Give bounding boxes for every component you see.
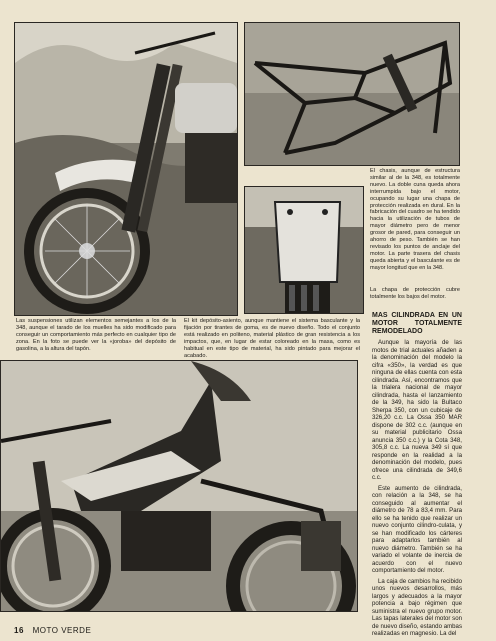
photo-skid-plate	[244, 186, 364, 314]
article-heading: MAS CILINDRADA EN UN MOTOR TOTALMENTE REMODELADO	[372, 312, 462, 335]
caption-skid-plate: La chapa de protección cubre totalmente los bajos del motor.	[370, 287, 460, 300]
article-paragraph: La caja de cambios ha recibido unos nuevos desarrollos, más largos y adecuados a la mayor potencia a bajo régimen que suministra el nuevo grupo motor. Las tapas laterales del motor son de nuevo diseño, estando ambas realizadas en magnesio. La del	[372, 577, 463, 637]
caption-tank-kit: El kit depósito-asiento, aunque mantiene el sistema basculante y la fijación por tirantes de goma, es de nuevo diseño. Todo el conjunto está realizado en politeno, material plástico de gran resistencia a los impactos, que, en lugar de estar coloreado en la masa, como es habitual en este tipo de material, ha sido pintado para mejorar el acabado.	[184, 318, 360, 359]
caption-suspension: Las suspensiones utilizan elementos semejantes a los de la 348, aunque el tarado de los muelles ha sido modificado para conseguir un comportamiento más perfecto en cualquier tipo de zona. En la foto se puede ver la «joroba» del depósito de gasolina, a la altura del tapón.	[16, 318, 176, 352]
page-footer	[14, 626, 91, 635]
article-column	[372, 312, 462, 641]
photo-front-suspension	[14, 22, 238, 316]
article-paragraph: Este aumento de cilindrada, con relación a la 348, se ha conseguido al aumentar el diámetro de 78 a 83,4 mm. Para ello se ha tenido que realizar un nuevo conjunto cilindro-culata, y se han modificado los cárteres para adaptarlos también al nuevo diámetro. También se ha variado el volante de inercia de acuerdo con el nuevo comportamiento del motor.	[372, 484, 462, 574]
photo-tank-seat-kit	[0, 360, 358, 612]
article-paragraph: Aunque la mayoría de las motos de trial actuales añaden a la denominación del modelo la cifra «350», la verdad es que ninguna de ellas cuenta con esta cilindrada. Así, encontramos que la trialera nacional de mayor cilindrada, hasta el lanzamiento de la 349, ha sido la Bultaco Sherpa 350, con un cubicaje de 326,20 c.c. La Ossa 350 MAR dispone de 302 c.c. (aunque en su material publicitario Ossa anuncia 350 c.c.) y la Cota 348, 305,8 c.c. La nueva 349 sí que responde en la realidad a la denominación del modelo, pues ofrece una cilindrada de 349,6 c.c.	[372, 339, 462, 481]
magazine-name: MOTO VERDE	[32, 626, 92, 635]
page-number: 16	[14, 626, 24, 635]
photo-chassis-frame	[244, 22, 460, 166]
caption-chassis: El chasis, aunque de estructura similar al de la 348, es totalmente nuevo. La doble cuna queda ahora interrumpida bajo el motor, ocupando su lugar una chapa de protección realizada en dural. En la fabricación del cuadro se ha tendido hacia la utilización de tubos de mayor diámetro pero de menor grosor de pared, para conseguir un ahorro de peso. También se han revisado los puntos de anclaje del motor. La parte trasera del chasis queda abierta y el basculante es de mayor longitud que en la 348.	[370, 168, 460, 271]
